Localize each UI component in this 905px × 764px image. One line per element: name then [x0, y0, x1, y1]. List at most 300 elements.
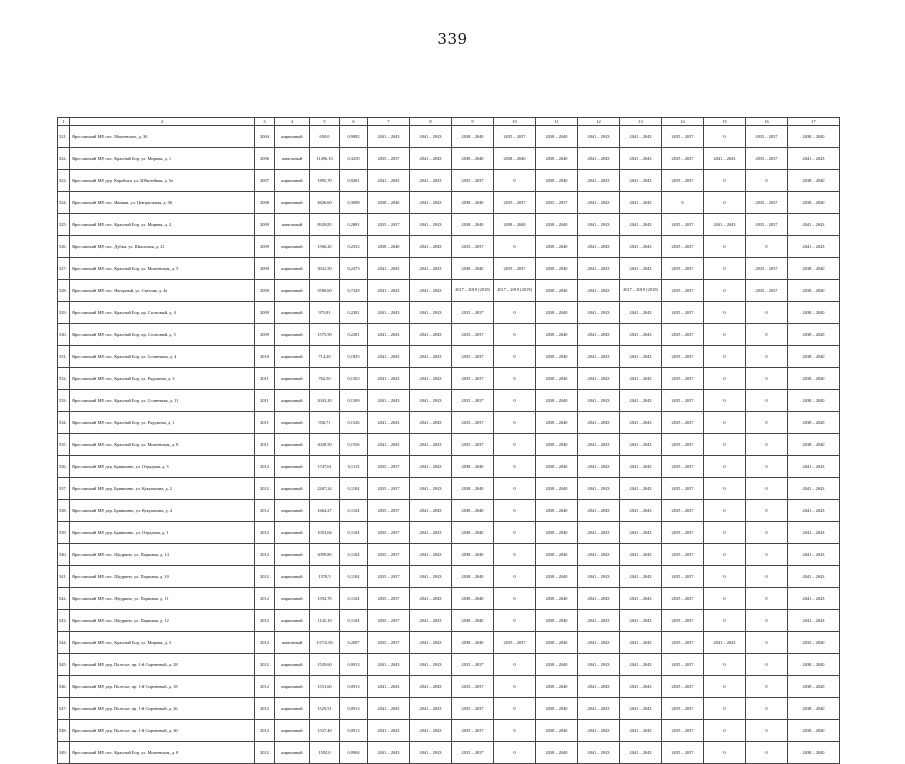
table-cell: Ярославский МР, пос. Красный Бор, ул. Мирная, д. 2	[70, 214, 255, 236]
table-cell: 548.	[58, 720, 70, 742]
table-cell: 2041 – 2043	[620, 610, 662, 632]
table-cell: панельный	[275, 632, 310, 654]
table-cell: 2038 – 2040	[452, 610, 494, 632]
table-cell: 537.	[58, 478, 70, 500]
table-cell: 2012	[255, 522, 275, 544]
table-cell: Ярославский МР, пос. Дубки, ул. Школьная, д. 21	[70, 236, 255, 258]
table-row	[58, 236, 840, 258]
table-cell: 0	[704, 544, 746, 566]
table-row	[58, 302, 840, 324]
table-cell: 2035 – 2037	[368, 522, 410, 544]
table-cell: 1529,60	[310, 654, 340, 676]
table-cell: 0,1526	[340, 412, 368, 434]
table-cell: кирпичный	[275, 258, 310, 280]
table-cell: 0,1104	[340, 610, 368, 632]
table-cell: 0,1104	[340, 478, 368, 500]
table-cell: 1506,20	[310, 236, 340, 258]
table-cell: 2041 – 2043	[788, 566, 840, 588]
table-cell: кирпичный	[275, 126, 310, 148]
table-cell: Ярославский МР, пос. Щедрино, ул. Парковая, д. 10	[70, 566, 255, 588]
table-cell: 2035 – 2037	[452, 368, 494, 390]
table-cell: 0	[704, 236, 746, 258]
table-cell: 2035 – 2037	[662, 324, 704, 346]
table-cell: 0	[704, 126, 746, 148]
table-cell: 0,1825	[340, 346, 368, 368]
table-cell: Ярославский МР, пос. Мокеевское, д. 30	[70, 126, 255, 148]
table-cell: кирпичный	[275, 588, 310, 610]
table-cell: 0,1556	[340, 434, 368, 456]
table-cell: 2041 – 2043	[368, 654, 410, 676]
table-cell: 0	[494, 742, 536, 764]
table-cell: 0	[704, 698, 746, 720]
table-cell: 2041 – 2043	[788, 610, 840, 632]
table-cell: 2035 – 2037	[368, 214, 410, 236]
table-cell: 2041 – 2043	[410, 742, 452, 764]
table-cell: 2041 – 2043	[788, 522, 840, 544]
table-cell: 2035 – 2037	[662, 302, 704, 324]
table-cell: 1145,10	[310, 610, 340, 632]
table-cell: 2041 – 2043	[578, 280, 620, 302]
table-cell: 2035 – 2037	[662, 280, 704, 302]
table-cell: 2038 – 2040	[788, 302, 840, 324]
table-row	[58, 588, 840, 610]
table-cell: 2041 – 2043	[620, 500, 662, 522]
table-cell: 2035 – 2037	[452, 654, 494, 676]
table-cell: 0	[494, 346, 536, 368]
table-cell: 2035 – 2037	[452, 302, 494, 324]
table-cell: 0	[746, 566, 788, 588]
table-cell: 975,81	[310, 302, 340, 324]
table-cell: 2038 – 2040	[536, 566, 578, 588]
table-cell: 2035 – 2037	[452, 324, 494, 346]
table-cell: 2035 – 2037	[662, 412, 704, 434]
table-cell: 2038 – 2040	[452, 258, 494, 280]
table-cell: 2035 – 2037	[368, 632, 410, 654]
table-row	[58, 148, 840, 170]
table-cell: 2035 – 2037	[452, 676, 494, 698]
table-cell: 0	[704, 346, 746, 368]
table-cell: 2041 – 2043	[620, 412, 662, 434]
table-cell: 530.	[58, 324, 70, 346]
table-cell: 2041 – 2043	[578, 610, 620, 632]
table-cell: 5580,60	[310, 280, 340, 302]
table-cell: 2035 – 2037	[662, 258, 704, 280]
table-cell: 2012	[255, 654, 275, 676]
table-cell: 0	[494, 588, 536, 610]
table-cell: кирпичный	[275, 500, 310, 522]
table-cell: 1664,27	[310, 500, 340, 522]
table-cell: 2038 – 2040	[788, 412, 840, 434]
table-cell: 2038 – 2040	[452, 456, 494, 478]
table-cell: 2035 – 2037	[662, 720, 704, 742]
table-cell: 2041 – 2043	[620, 346, 662, 368]
table-cell: 547.	[58, 698, 70, 720]
table-cell: 539.	[58, 522, 70, 544]
table-cell: 2041 – 2043	[788, 500, 840, 522]
table-cell: 2041 – 2043	[620, 720, 662, 742]
table-row	[58, 566, 840, 588]
page-number: 339	[437, 30, 468, 48]
table-cell: 2035 – 2037	[452, 698, 494, 720]
table-cell: 0	[746, 500, 788, 522]
table-cell: 2038 – 2040	[536, 258, 578, 280]
table-cell: 2038 – 2040	[788, 126, 840, 148]
table-cell: 0	[704, 500, 746, 522]
table-cell: 2041 – 2043	[704, 148, 746, 170]
table-cell: 0	[494, 544, 536, 566]
table-cell: 2038 – 2040	[368, 192, 410, 214]
table-cell: 2041 – 2043	[620, 258, 662, 280]
table-cell: 531.	[58, 346, 70, 368]
table-cell: 0	[494, 368, 536, 390]
table-cell: Ярославский МР, дер. Полесье, пр. 1-й Сиреневый, д. 26	[70, 698, 255, 720]
table-row	[58, 544, 840, 566]
table-cell: Ярославский МР, пос. Нагорный, ул. Светлая, д. 4а	[70, 280, 255, 302]
table-cell: 2038 – 2040	[536, 126, 578, 148]
table-cell: кирпичный	[275, 676, 310, 698]
table-cell: 2012	[255, 632, 275, 654]
table-cell: 2038 – 2040	[452, 588, 494, 610]
table-cell: 2041 – 2043	[410, 346, 452, 368]
table-cell: 2035 – 2037	[452, 236, 494, 258]
table-cell: 2041 – 2043	[410, 302, 452, 324]
table-cell: 2041 – 2043	[410, 566, 452, 588]
table-cell: 2017 – 2019 (2019)	[452, 280, 494, 302]
table-cell: кирпичный	[275, 192, 310, 214]
table-row	[58, 192, 840, 214]
table-cell: кирпичный	[275, 324, 310, 346]
table-cell: 2038 – 2040	[536, 236, 578, 258]
table-cell: 2035 – 2037	[368, 478, 410, 500]
table-cell: 2041 – 2043	[410, 720, 452, 742]
table-cell: 0	[746, 368, 788, 390]
table-cell: 0	[494, 610, 536, 632]
table-cell: 2041 – 2043	[410, 610, 452, 632]
table-cell: 2041 – 2043	[578, 126, 620, 148]
table-cell: 0	[746, 412, 788, 434]
table-cell: 2012	[255, 544, 275, 566]
table-cell: 2038 – 2040	[536, 478, 578, 500]
table-cell: 2009	[255, 302, 275, 324]
table-cell: 2038 – 2040	[788, 698, 840, 720]
table-cell: 2038 – 2040	[452, 148, 494, 170]
table-cell: 13715,83	[310, 632, 340, 654]
table-cell: 529.	[58, 302, 70, 324]
table-cell: 2041 – 2043	[578, 214, 620, 236]
table-cell: 0	[494, 720, 536, 742]
table-cell: 2038 – 2040	[788, 390, 840, 412]
column-header-11: 11	[536, 118, 578, 126]
table-cell: 2038 – 2040	[536, 632, 578, 654]
table-cell: 2041 – 2043	[704, 214, 746, 236]
table-cell: 2012	[255, 676, 275, 698]
table-cell: 2041 – 2043	[410, 390, 452, 412]
table-cell: 2041 – 2043	[788, 544, 840, 566]
table-cell: 2035 – 2037	[662, 148, 704, 170]
table-cell: 2041 – 2043	[578, 258, 620, 280]
table-cell: 2041 – 2043	[620, 390, 662, 412]
column-header-7: 7	[368, 118, 410, 126]
table-cell: 0	[704, 588, 746, 610]
table-cell: 2041 – 2043	[620, 676, 662, 698]
table-row	[58, 324, 840, 346]
table-cell: 2038 – 2040	[536, 148, 578, 170]
table-cell: Ярославский МР, дер. Карабиха, ул. Юбилейная, д. 5а	[70, 170, 255, 192]
table-body	[58, 126, 840, 764]
table-cell: 2041 – 2043	[578, 324, 620, 346]
table-cell: 2038 – 2040	[788, 170, 840, 192]
table-cell: 0	[746, 588, 788, 610]
column-header-16: 16	[746, 118, 788, 126]
table-cell: 532.	[58, 368, 70, 390]
table-cell: 0	[746, 302, 788, 324]
table-cell: 0	[704, 280, 746, 302]
table-cell: 2041 – 2043	[620, 170, 662, 192]
table-cell: 2035 – 2037	[452, 742, 494, 764]
table-cell: 533.	[58, 390, 70, 412]
table-cell: 2038 – 2040	[536, 324, 578, 346]
table-cell: 2041 – 2043	[578, 500, 620, 522]
table-cell: 2038 – 2040	[452, 192, 494, 214]
table-cell: 2017 – 2019 (2019)	[620, 280, 662, 302]
table-cell: 2012	[255, 588, 275, 610]
table-cell: 2041 – 2043	[368, 280, 410, 302]
table-cell: 0	[704, 742, 746, 764]
table-cell: 2267,24	[310, 478, 340, 500]
table-cell: 2041 – 2043	[578, 632, 620, 654]
table-cell: 534.	[58, 412, 70, 434]
column-header-4: 4	[275, 118, 310, 126]
table-cell: 0,1563	[340, 368, 368, 390]
table-cell: 2041 – 2043	[368, 434, 410, 456]
table-cell: Ярославский МР, пос. Красный Бор, ул. Мирная, д. 1	[70, 148, 255, 170]
table-cell: 2035 – 2037	[662, 522, 704, 544]
table-cell: 2041 – 2043	[410, 676, 452, 698]
table-cell: 2041 – 2043	[620, 434, 662, 456]
table-cell: 2035 – 2037	[662, 544, 704, 566]
table-cell: 3041,50	[310, 258, 340, 280]
table-cell: 0	[704, 676, 746, 698]
table-cell: 2038 – 2040	[788, 368, 840, 390]
table-cell: 0	[746, 742, 788, 764]
table-cell: 2035 – 2037	[662, 170, 704, 192]
table-row	[58, 500, 840, 522]
table-cell: 1529,51	[310, 698, 340, 720]
table-cell: 2043,20	[310, 390, 340, 412]
table-cell: 2035 – 2037	[368, 500, 410, 522]
table-cell: 0	[746, 434, 788, 456]
column-header-17: 17	[788, 118, 840, 126]
table-cell: 2035 – 2037	[746, 214, 788, 236]
table-cell: 2041 – 2043	[410, 588, 452, 610]
table-cell: 1575,50	[310, 324, 340, 346]
table-cell: кирпичный	[275, 456, 310, 478]
table-cell: Ярославский МР, дер. Полесье, пр. 1-й Сиреневый, д. 18	[70, 676, 255, 698]
table-cell: 2038 – 2040	[536, 456, 578, 478]
table-cell: 2038 – 2040	[536, 412, 578, 434]
table-cell: 2035 – 2037	[662, 566, 704, 588]
table-cell: 2041 – 2043	[620, 214, 662, 236]
column-header-14: 14	[662, 118, 704, 126]
table-cell: 2038 – 2040	[536, 654, 578, 676]
table-cell: 0,1309	[340, 390, 368, 412]
table-cell: 2041 – 2043	[578, 676, 620, 698]
table-cell: 0,0904	[340, 742, 368, 764]
table-cell: 0	[746, 324, 788, 346]
table-cell: 0,2007	[340, 632, 368, 654]
table-cell: 1537,40	[310, 720, 340, 742]
table-cell: 0	[704, 258, 746, 280]
table-cell: 2038 – 2040	[788, 258, 840, 280]
table-cell: кирпичный	[275, 434, 310, 456]
table-cell: 2035 – 2037	[452, 412, 494, 434]
table-cell: 2038 – 2040	[536, 390, 578, 412]
table-cell: 2035 – 2037	[662, 456, 704, 478]
table-cell: Ярославский МР, пос. Красный Бор, ул. Мирная, д. 3	[70, 632, 255, 654]
header-row	[58, 118, 840, 126]
table-cell: 2041 – 2043	[620, 126, 662, 148]
table-cell: Ярославский МР, дер. Бряншино, ул. Отрадная, д. 3	[70, 456, 255, 478]
table-cell: 2035 – 2037	[662, 478, 704, 500]
table-cell: 549.	[58, 742, 70, 764]
table-cell: 0	[494, 654, 536, 676]
table-row	[58, 280, 840, 302]
table-cell: 2004	[255, 126, 275, 148]
table-cell: 2008	[255, 192, 275, 214]
table-row	[58, 214, 840, 236]
table-cell: 2038 – 2040	[452, 478, 494, 500]
table-cell: 2012	[255, 456, 275, 478]
table-cell: 2006	[255, 148, 275, 170]
table-cell: 523.	[58, 170, 70, 192]
table-cell: 2041 – 2043	[410, 500, 452, 522]
table-cell: 2041 – 2043	[410, 434, 452, 456]
table-cell: 2041 – 2043	[410, 148, 452, 170]
table-cell: 2012	[255, 566, 275, 588]
table-cell: 0	[746, 390, 788, 412]
table-cell: Ярославский МР, пос. Красный Бор, пр. Сосновый, д. 5	[70, 324, 255, 346]
table-cell: 2041 – 2043	[578, 192, 620, 214]
table-row	[58, 126, 840, 148]
table-row	[58, 412, 840, 434]
table-cell: 1578,5	[310, 566, 340, 588]
table-cell: 2041 – 2043	[788, 236, 840, 258]
table-cell: 2038 – 2040	[788, 280, 840, 302]
table-cell: 1895,70	[310, 170, 340, 192]
table-cell: 2041 – 2043	[578, 236, 620, 258]
table-cell: 2041 – 2043	[578, 456, 620, 478]
table-cell: Ярославский МР, дер. Бряншино, ул. Кукушкина, д. 2	[70, 478, 255, 500]
table-cell: панельный	[275, 148, 310, 170]
table-cell: 762,50	[310, 368, 340, 390]
table-cell: 2038 – 2040	[536, 676, 578, 698]
table-cell: 2041 – 2043	[410, 632, 452, 654]
table-cell: 545.	[58, 654, 70, 676]
table-cell: 2041 – 2043	[620, 588, 662, 610]
table-cell: 2041 – 2043	[410, 170, 452, 192]
table-cell: 0,0913	[340, 654, 368, 676]
table-cell: 2038 – 2040	[494, 214, 536, 236]
table-cell: 0	[494, 522, 536, 544]
table-cell: 2035 – 2037	[494, 192, 536, 214]
column-header-8: 8	[410, 118, 452, 126]
table-cell: 0	[704, 302, 746, 324]
table-cell: 0,1104	[340, 544, 368, 566]
table-cell: 0,1113	[340, 456, 368, 478]
table-cell: 2041 – 2043	[410, 522, 452, 544]
table-cell: 0	[494, 698, 536, 720]
table-cell: 2035 – 2037	[494, 258, 536, 280]
table-cell: 2041 – 2043	[410, 258, 452, 280]
table-cell: Ярославский МР, дер. Полесье, пр. 1-й Сиреневый, д. 30	[70, 720, 255, 742]
table-cell: 2038 – 2040	[536, 346, 578, 368]
table-cell: 2041 – 2043	[368, 302, 410, 324]
table-cell: 2035 – 2040	[788, 632, 840, 654]
table-cell: 2035 – 2037	[662, 654, 704, 676]
table-cell: 2017 – 2019 (2019)	[494, 280, 536, 302]
table-cell: 2041 – 2043	[410, 236, 452, 258]
table-cell: кирпичный	[275, 742, 310, 764]
table-cell: 11496,10	[310, 148, 340, 170]
table-header	[58, 118, 840, 126]
table-cell: 524.	[58, 192, 70, 214]
table-cell: 1592,0	[310, 742, 340, 764]
table-cell: 2010	[255, 346, 275, 368]
table-cell: 2041 – 2043	[620, 654, 662, 676]
table-cell: 2041 – 2043	[620, 478, 662, 500]
table-cell: 527.	[58, 258, 70, 280]
table-cell: 2041 – 2043	[578, 742, 620, 764]
table-cell: 936,71	[310, 412, 340, 434]
register-table	[57, 117, 840, 764]
table-cell: 2041 – 2043	[578, 412, 620, 434]
table-cell: 2035 – 2037	[494, 126, 536, 148]
table-cell: 2038 – 2040	[536, 610, 578, 632]
table-row	[58, 676, 840, 698]
table-cell: 0	[704, 654, 746, 676]
table-cell: 0,1104	[340, 522, 368, 544]
table-cell: 2035 – 2037	[662, 236, 704, 258]
table-cell: 2041 – 2043	[788, 588, 840, 610]
table-cell: кирпичный	[275, 698, 310, 720]
table-cell: 2035 – 2037	[662, 500, 704, 522]
table-cell: 0,1104	[340, 588, 368, 610]
table-cell: 2009	[255, 258, 275, 280]
table-cell: 2035 – 2037	[746, 148, 788, 170]
table-cell: 0	[746, 346, 788, 368]
table-cell: 2041 – 2043	[620, 148, 662, 170]
table-cell: 2041 – 2043	[788, 214, 840, 236]
table-cell: 2041 – 2043	[578, 544, 620, 566]
table-cell: 2041 – 2043	[368, 258, 410, 280]
table-cell: 0	[704, 566, 746, 588]
table-cell: 1592,70	[310, 588, 340, 610]
table-cell: 0	[662, 192, 704, 214]
table-cell: 2041 – 2043	[578, 390, 620, 412]
table-cell: 8928,85	[310, 214, 340, 236]
table-cell: 2035 – 2037	[746, 258, 788, 280]
table-cell: 2035 – 2037	[452, 720, 494, 742]
table-cell: 0	[704, 324, 746, 346]
table-cell: 2038 – 2040	[536, 698, 578, 720]
table-cell: 2041 – 2043	[620, 324, 662, 346]
table-cell: 0	[494, 500, 536, 522]
table-cell: 2035 – 2037	[368, 610, 410, 632]
table-cell: Ярославский МР, дер. Бряншино, ул. Отрадная, д. 1	[70, 522, 255, 544]
table-cell: 2041 – 2043	[410, 478, 452, 500]
table-cell: Ярославский МР, пос. Красный Бор, ул. Солнечная, д. 4	[70, 346, 255, 368]
table-cell: 2041 – 2043	[578, 346, 620, 368]
